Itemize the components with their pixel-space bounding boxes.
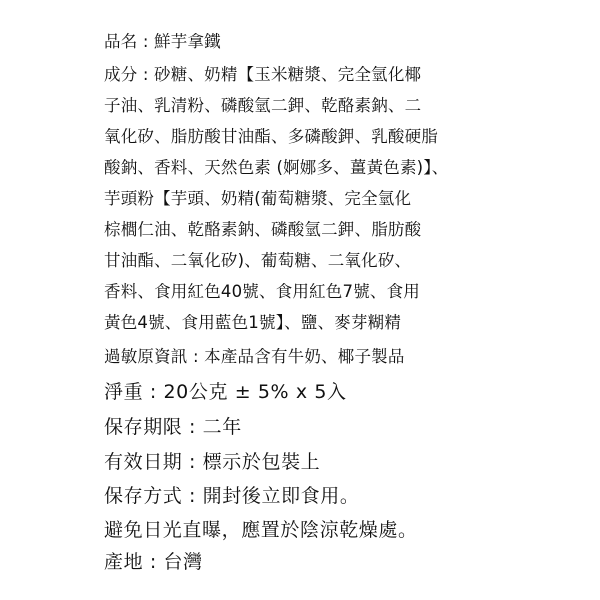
ingredients-line-4: 酸鈉、香料、天然色素 (婀娜多、薑黃色素)】、 — [104, 158, 449, 177]
origin: 產地 : 台灣 — [104, 551, 203, 573]
net-weight: 淨重 : 20公克 ± 5% x 5入 — [104, 381, 347, 403]
ingredients-line-5: 芋頭粉【芋頭、奶精(葡萄糖漿、完全氫化 — [104, 189, 412, 208]
product-name: 品名 : 鮮芋拿鐵 — [104, 32, 221, 51]
ingredients-line-7: 甘油酯、二氧化矽)、葡萄糖、二氧化矽、 — [104, 251, 412, 270]
ingredients-line-9: 黃色4號、食用藍色1號】、鹽、麥芽糊精 — [104, 313, 402, 332]
expiry-date: 有效日期 : 標示於包裝上 — [104, 451, 321, 473]
storage-note: 避免日光直曝，應置於陰涼乾燥處。 — [104, 519, 418, 541]
ingredients-line-2: 子油、乳清粉、磷酸氫二鉀、乾酪素鈉、二 — [104, 96, 422, 115]
ingredients-line-8: 香料、食用紅色40號、食用紅色7號、食用 — [104, 282, 420, 301]
ingredients-line-1: 成分 : 砂糖、奶精【玉米糖漿、完全氫化椰 — [104, 65, 422, 84]
shelf-life: 保存期限 : 二年 — [104, 416, 242, 438]
ingredients-line-3: 氧化矽、脂肪酸甘油酯、多磷酸鉀、乳酸硬脂 — [104, 127, 438, 146]
allergen-info: 過敏原資訊 : 本產品含有牛奶、椰子製品 — [104, 347, 405, 366]
storage-method: 保存方式 : 開封後立即食用。 — [104, 485, 360, 507]
ingredients-line-6: 棕櫚仁油、乾酪素鈉、磷酸氫二鉀、脂肪酸 — [104, 220, 422, 239]
